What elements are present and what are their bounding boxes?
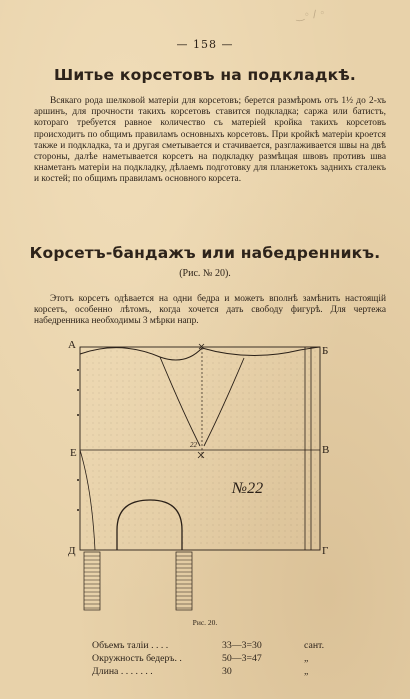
measurements-table (92, 639, 334, 678)
label-b: Б (322, 345, 329, 357)
figure-caption: Рис. 20. (192, 618, 218, 627)
section-title-lined-corsets: Шитье корсетовъ на подкладкѣ. (53, 66, 357, 84)
measurement-label: Длина . . . . . . . (92, 666, 153, 677)
measurement-unit: сант. (304, 640, 325, 651)
measurement-row (92, 639, 334, 652)
measurement-unit: „ (304, 653, 309, 664)
pattern-diagram (0, 330, 410, 618)
section-paragraph-lined-corsets (34, 96, 386, 186)
ink-mark: ‿◦ ∕ ◦ (295, 8, 326, 23)
paragraph-text: Всякаго рода шелковой матеріи для корсетовъ; берется размѣромъ отъ 1½ до 2-хъ аршинъ, для прочности такихъ корсетовъ ставится подкладка; саржа или батистъ, котораго требуется равное количество съ матеріей кройка такихъ корсетовъ происходитъ по общимъ правиламъ основныхъ корсетовъ. При кройкѣ матеріи кроется также и подкладка, та и другая сметывается и стачивается, разглаживается швы на двѣ стороны, далѣе наметывается корсетъ на подкладку размѣщая швовъ противъ шва кнаметанъ матеріи на подкладку, дѣлаемъ подготовку для планжетокъ заднихъ сталекъ и костей; по общимъ правиламъ основного корсета. (34, 96, 386, 185)
label-e: Е (70, 447, 77, 459)
measurement-unit: „ (304, 666, 309, 677)
label-d: Д (68, 545, 76, 557)
page-number: — 158 — (176, 38, 234, 51)
label-a: А (68, 339, 76, 351)
label-g: Г (322, 545, 329, 557)
label-v: В (322, 444, 330, 456)
side-dots (77, 369, 79, 511)
measurement-row (92, 665, 334, 678)
paragraph-text: Этотъ корсетъ одѣвается на одни бедра и можетъ вполнѣ замѣнить настоящій корсетъ, особенно лѣтомъ, когда хочется дать свободу фигурѣ. Для чертежа набедренника необходимы 3 мѣрки напр. (34, 294, 386, 327)
section-paragraph-corset-bandage (34, 294, 386, 328)
grid-texture (82, 349, 318, 548)
measurement-value: 33—3=30 (222, 640, 262, 651)
measurement-label: Объемъ таліи . . . . (92, 640, 169, 651)
figure-reference: (Рис. № 20). (179, 268, 231, 279)
measurement-value: 50—3=47 (222, 653, 262, 664)
section-title-corset-bandage: Корсетъ-бандажъ или набедренникъ. (29, 244, 381, 262)
garter-strips (84, 552, 192, 610)
measurement-row (92, 652, 334, 665)
measurement-value: 30 (222, 666, 232, 677)
label-22-large: №22 (232, 480, 264, 497)
measurement-label: Окружность бедеръ. . (92, 653, 182, 664)
label-22-small: 22 (190, 441, 197, 449)
